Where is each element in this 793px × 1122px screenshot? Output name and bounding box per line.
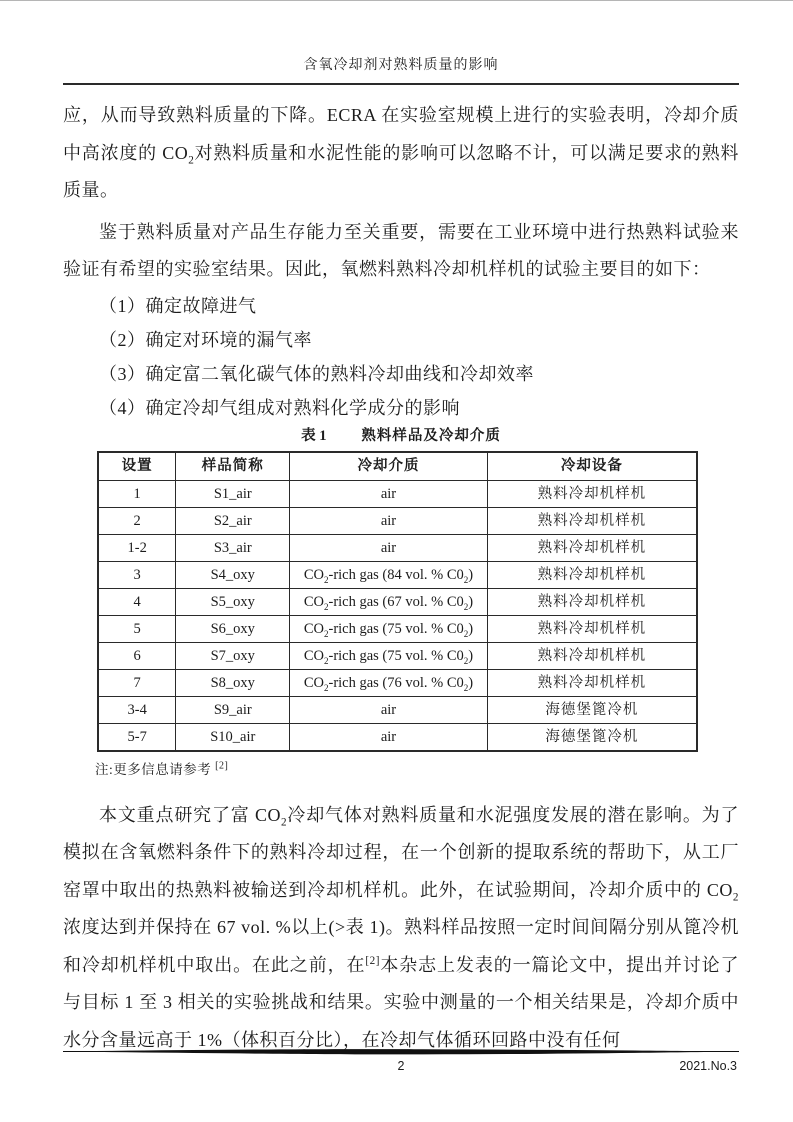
objective-item-4: （4）确定冷却气组成对熟料化学成分的影响 bbox=[99, 397, 460, 418]
running-title: 含氧冷却剂对熟料质量的影响 bbox=[303, 58, 499, 73]
cell-cooling-medium: air bbox=[290, 507, 488, 534]
cell-cooling-medium: $CO_2$-rich gas (76 vol. % $C0_2$) bbox=[290, 669, 488, 696]
cell-sample-name: S2_air bbox=[176, 507, 290, 534]
cell-cooling-device: 熟料冷却机样机 bbox=[487, 588, 697, 615]
samples-table bbox=[97, 451, 698, 752]
table-row bbox=[98, 561, 697, 588]
table-row bbox=[98, 534, 697, 561]
column-header-cooling-device: 冷却设备 bbox=[487, 452, 697, 481]
cell-setting: 1 bbox=[98, 480, 176, 507]
footer-row bbox=[63, 1058, 739, 1074]
page-body bbox=[63, 97, 739, 1059]
cell-sample-name: S9_air bbox=[176, 696, 290, 723]
table-row bbox=[98, 669, 697, 696]
issue-label: 2021.No.3 bbox=[679, 1059, 737, 1073]
table-row bbox=[98, 723, 697, 751]
cell-cooling-medium: $CO_2$-rich gas (84 vol. % $C0_2$) bbox=[290, 561, 488, 588]
cell-cooling-device: 熟料冷却机样机 bbox=[487, 480, 697, 507]
cell-sample-name: S7_oxy bbox=[176, 642, 290, 669]
cell-cooling-medium: $CO_2$-rich gas (75 vol. % $C0_2$) bbox=[290, 615, 488, 642]
table-row bbox=[98, 480, 697, 507]
paragraph-trial-purpose: 鉴于熟料质量对产品生存能力至关重要，需要在工业环境中进行热熟料试验来验证有希望的实验室结果。因此，氧燃料熟料冷却机样机的试验主要目的如下： bbox=[63, 221, 739, 279]
cell-sample-name: S10_air bbox=[176, 723, 290, 751]
cell-setting: 2 bbox=[98, 507, 176, 534]
table-note-text: 注:更多信息请参考 bbox=[95, 761, 216, 777]
column-header-sample-name: 样品简称 bbox=[176, 452, 290, 481]
cell-setting: 6 bbox=[98, 642, 176, 669]
cell-cooling-device: 熟料冷却机样机 bbox=[487, 642, 697, 669]
footer-rule bbox=[63, 1048, 739, 1056]
page-number: 2 bbox=[397, 1059, 405, 1073]
paragraph-intro: 应，从而导致熟料质量的下降。ECRA 在实验室规模上进行的实验表明，冷却介质中高浓度的 $CO_2$对熟料质量和水泥性能的影响可以忽略不计，可以满足要求的熟料质量。 bbox=[63, 105, 739, 200]
cell-cooling-device: 海德堡篦冷机 bbox=[487, 696, 697, 723]
cell-setting: 3-4 bbox=[98, 696, 176, 723]
objective-item-3: （3）确定富二氧化碳气体的熟料冷却曲线和冷却效率 bbox=[99, 363, 534, 384]
page-header bbox=[63, 57, 739, 85]
page-top-edge-line bbox=[0, 0, 793, 1]
cell-sample-name: S5_oxy bbox=[176, 588, 290, 615]
cell-cooling-device: 熟料冷却机样机 bbox=[487, 507, 697, 534]
cell-cooling-device: 熟料冷却机样机 bbox=[487, 669, 697, 696]
paragraph-study-focus: 本文重点研究了富 $CO_2$冷却气体对熟料质量和水泥强度发展的潜在影响。为了模拟在含氧燃料条件下的熟料冷却过程，在一个创新的提取系统的帮助下，从工厂窑罩中取出的热熟料被输送到冷却机样机。此外，在试验期间，冷却介质中的 $CO_2$浓度达到并保持在 67 vol. %以上(>表 1)。熟料样品按照一定时间间隔分别从篦冷机和冷却机样机中取出。在此之前，在[2]本杂志上发表的一篇论文中，提出并讨论了与目标 1 至 3 相关的实验挑战和结果。实验中测量的一个相关结果是，冷却介质中水分含量远高于 1%（体积百分比），在冷却气体循环回路中没有任何 bbox=[63, 804, 740, 1050]
cell-cooling-medium: $CO_2$-rich gas (75 vol. % $C0_2$) bbox=[290, 642, 488, 669]
table-row bbox=[98, 642, 697, 669]
cell-cooling-device: 海德堡篦冷机 bbox=[487, 723, 697, 751]
table-caption-label: 表 1 bbox=[301, 427, 327, 444]
cell-setting: 1-2 bbox=[98, 534, 176, 561]
cell-cooling-medium: air bbox=[290, 534, 488, 561]
cell-sample-name: S6_oxy bbox=[176, 615, 290, 642]
table-note-reference: [2] bbox=[215, 760, 229, 771]
table-note bbox=[95, 761, 739, 779]
cell-cooling-medium: air bbox=[290, 723, 488, 751]
cell-cooling-device: 熟料冷却机样机 bbox=[487, 561, 697, 588]
column-header-cooling-medium: 冷却介质 bbox=[290, 452, 488, 481]
page-footer bbox=[63, 1048, 739, 1074]
cell-setting: 7 bbox=[98, 669, 176, 696]
cell-setting: 3 bbox=[98, 561, 176, 588]
cell-sample-name: S8_oxy bbox=[176, 669, 290, 696]
column-header-setting: 设置 bbox=[98, 452, 176, 481]
table-row bbox=[98, 696, 697, 723]
cell-cooling-medium: air bbox=[290, 696, 488, 723]
objective-item-2: （2）确定对环境的漏气率 bbox=[99, 329, 312, 350]
cell-cooling-medium: $CO_2$-rich gas (67 vol. % $C0_2$) bbox=[290, 588, 488, 615]
table-header-row bbox=[98, 452, 697, 481]
cell-setting: 5 bbox=[98, 615, 176, 642]
cell-setting: 5-7 bbox=[98, 723, 176, 751]
table-row bbox=[98, 588, 697, 615]
cell-cooling-device: 熟料冷却机样机 bbox=[487, 615, 697, 642]
table-row bbox=[98, 507, 697, 534]
objective-item-1: （1）确定故障进气 bbox=[99, 295, 257, 316]
cell-setting: 4 bbox=[98, 588, 176, 615]
table-row bbox=[98, 615, 697, 642]
cell-sample-name: S1_air bbox=[176, 480, 290, 507]
cell-cooling-medium: air bbox=[290, 480, 488, 507]
table-caption-title: 熟料样品及冷却介质 bbox=[361, 427, 501, 444]
objectives-list bbox=[63, 289, 739, 425]
cell-sample-name: S4_oxy bbox=[176, 561, 290, 588]
cell-cooling-device: 熟料冷却机样机 bbox=[487, 534, 697, 561]
header-rule bbox=[63, 83, 739, 85]
cell-sample-name: S3_air bbox=[176, 534, 290, 561]
table-caption bbox=[63, 426, 739, 446]
